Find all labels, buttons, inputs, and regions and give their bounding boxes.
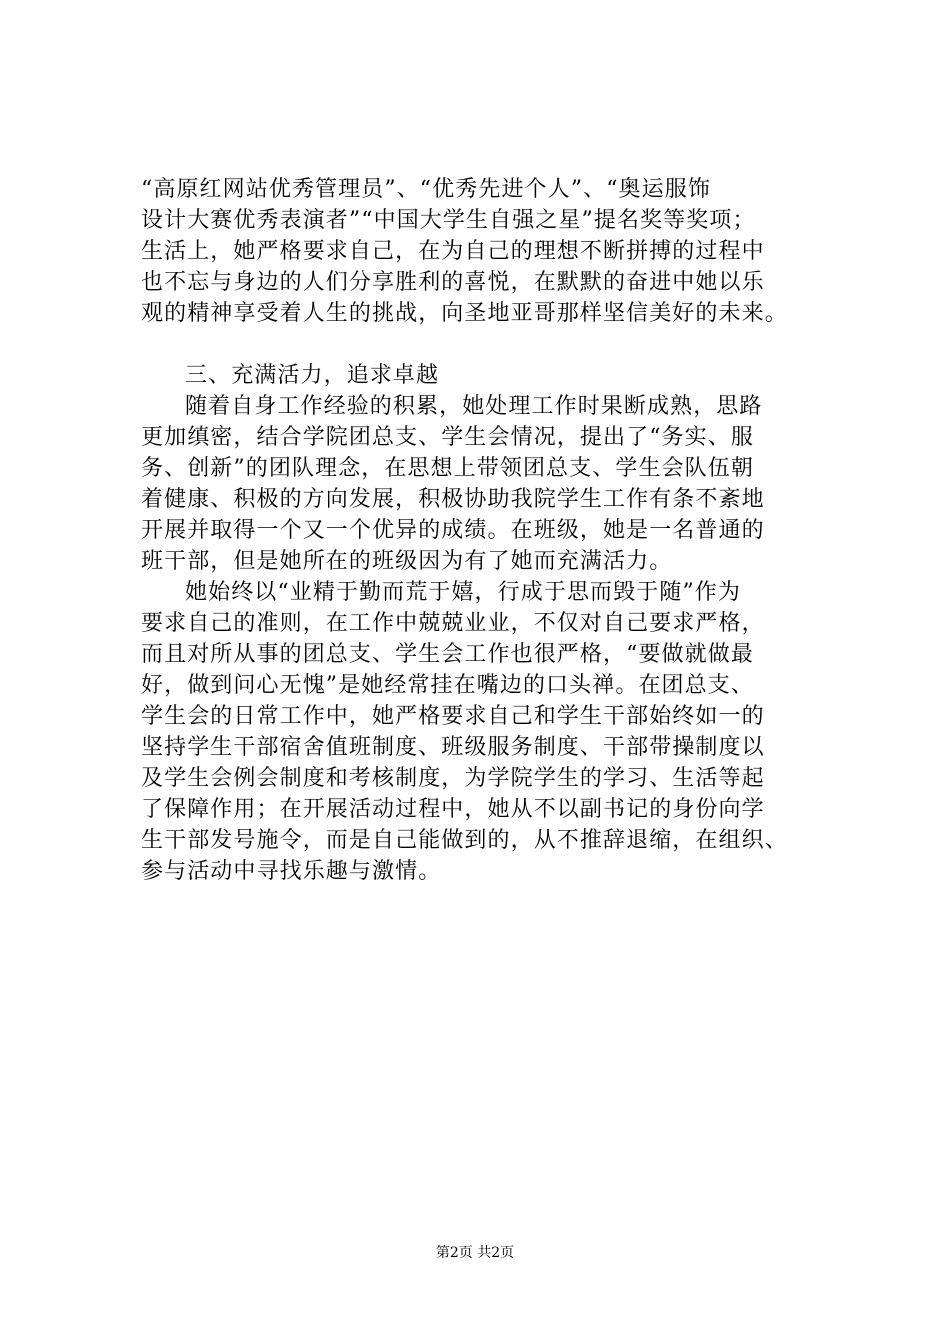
text-line: 务、创新”的团队理念，在思想上带领团总支、学生会队伍朝 [141,456,754,481]
text-line: 也不忘与身边的人们分享胜利的喜悦，在默默的奋进中她以乐 [141,270,765,295]
text-line: 开展并取得一个又一个优异的成绩。在班级，她是一名普通的 [141,518,765,543]
text-line: 班干部，但是她所在的班级因为有了她而充满活力。 [141,549,673,574]
page-footer: 第2页 共2页 [435,1245,515,1261]
text-line: 参与活动中寻找乐趣与激情。 [141,859,442,884]
text-line: 了保障作用；在开展活动过程中，她从不以副书记的身份向学 [141,797,765,822]
text-line: 及学生会例会制度和考核制度，为学院学生的学习、生活等起 [141,766,765,791]
text-line: 好，做到问心无愧”是她经常挂在嘴边的口头禅。在团总支、 [141,673,754,698]
paragraph-awards [141,174,841,329]
text-line: “高原红网站优秀管理员”、“优秀先进个人”、“奥运服饰 [141,177,711,202]
text-line: 随着自身工作经验的积累，她处理工作时果断成熟，思路 [185,394,763,419]
paragraph-experience [141,391,841,577]
text-line: 更加缜密，结合学院团总支、学生会情况，提出了“务实、服 [141,425,754,450]
text-line: 生干部发号施令，而是自己能做到的，从不推辞退缩，在组织、 [141,828,788,853]
paragraph-principles [141,577,841,887]
text-line: 要求自己的准则，在工作中兢兢业业，不仅对自己要求严格， [141,611,765,636]
text-line: 她始终以“业精于勤而荒于嬉，行成于思而毁于随”作为 [185,580,741,605]
text-line: 着健康、积极的方向发展，积极协助我院学生工作有条不紊地 [141,487,765,512]
text-line: 学生会的日常工作中，她严格要求自己和学生干部始终如一的 [141,704,765,729]
text-line: 而且对所从事的团总支、学生会工作也很严格，“要做就做最 [141,642,754,667]
text-line: 设计大赛优秀表演者”“中国大学生自强之星”提名奖等奖项； [141,208,756,233]
text-line: 坚持学生干部宿舍值班制度、班级服务制度、干部带操制度以 [141,735,765,760]
text-line: 生活上，她严格要求自己，在为自己的理想不断拼搏的过程中 [141,239,765,264]
paragraph-spacer [141,329,841,360]
section-heading: 三、充满活力，追求卓越 [185,363,440,388]
document-body [141,174,841,887]
text-line: 观的精神享受着人生的挑战，向圣地亚哥那样坚信美好的未来。 [141,301,788,326]
